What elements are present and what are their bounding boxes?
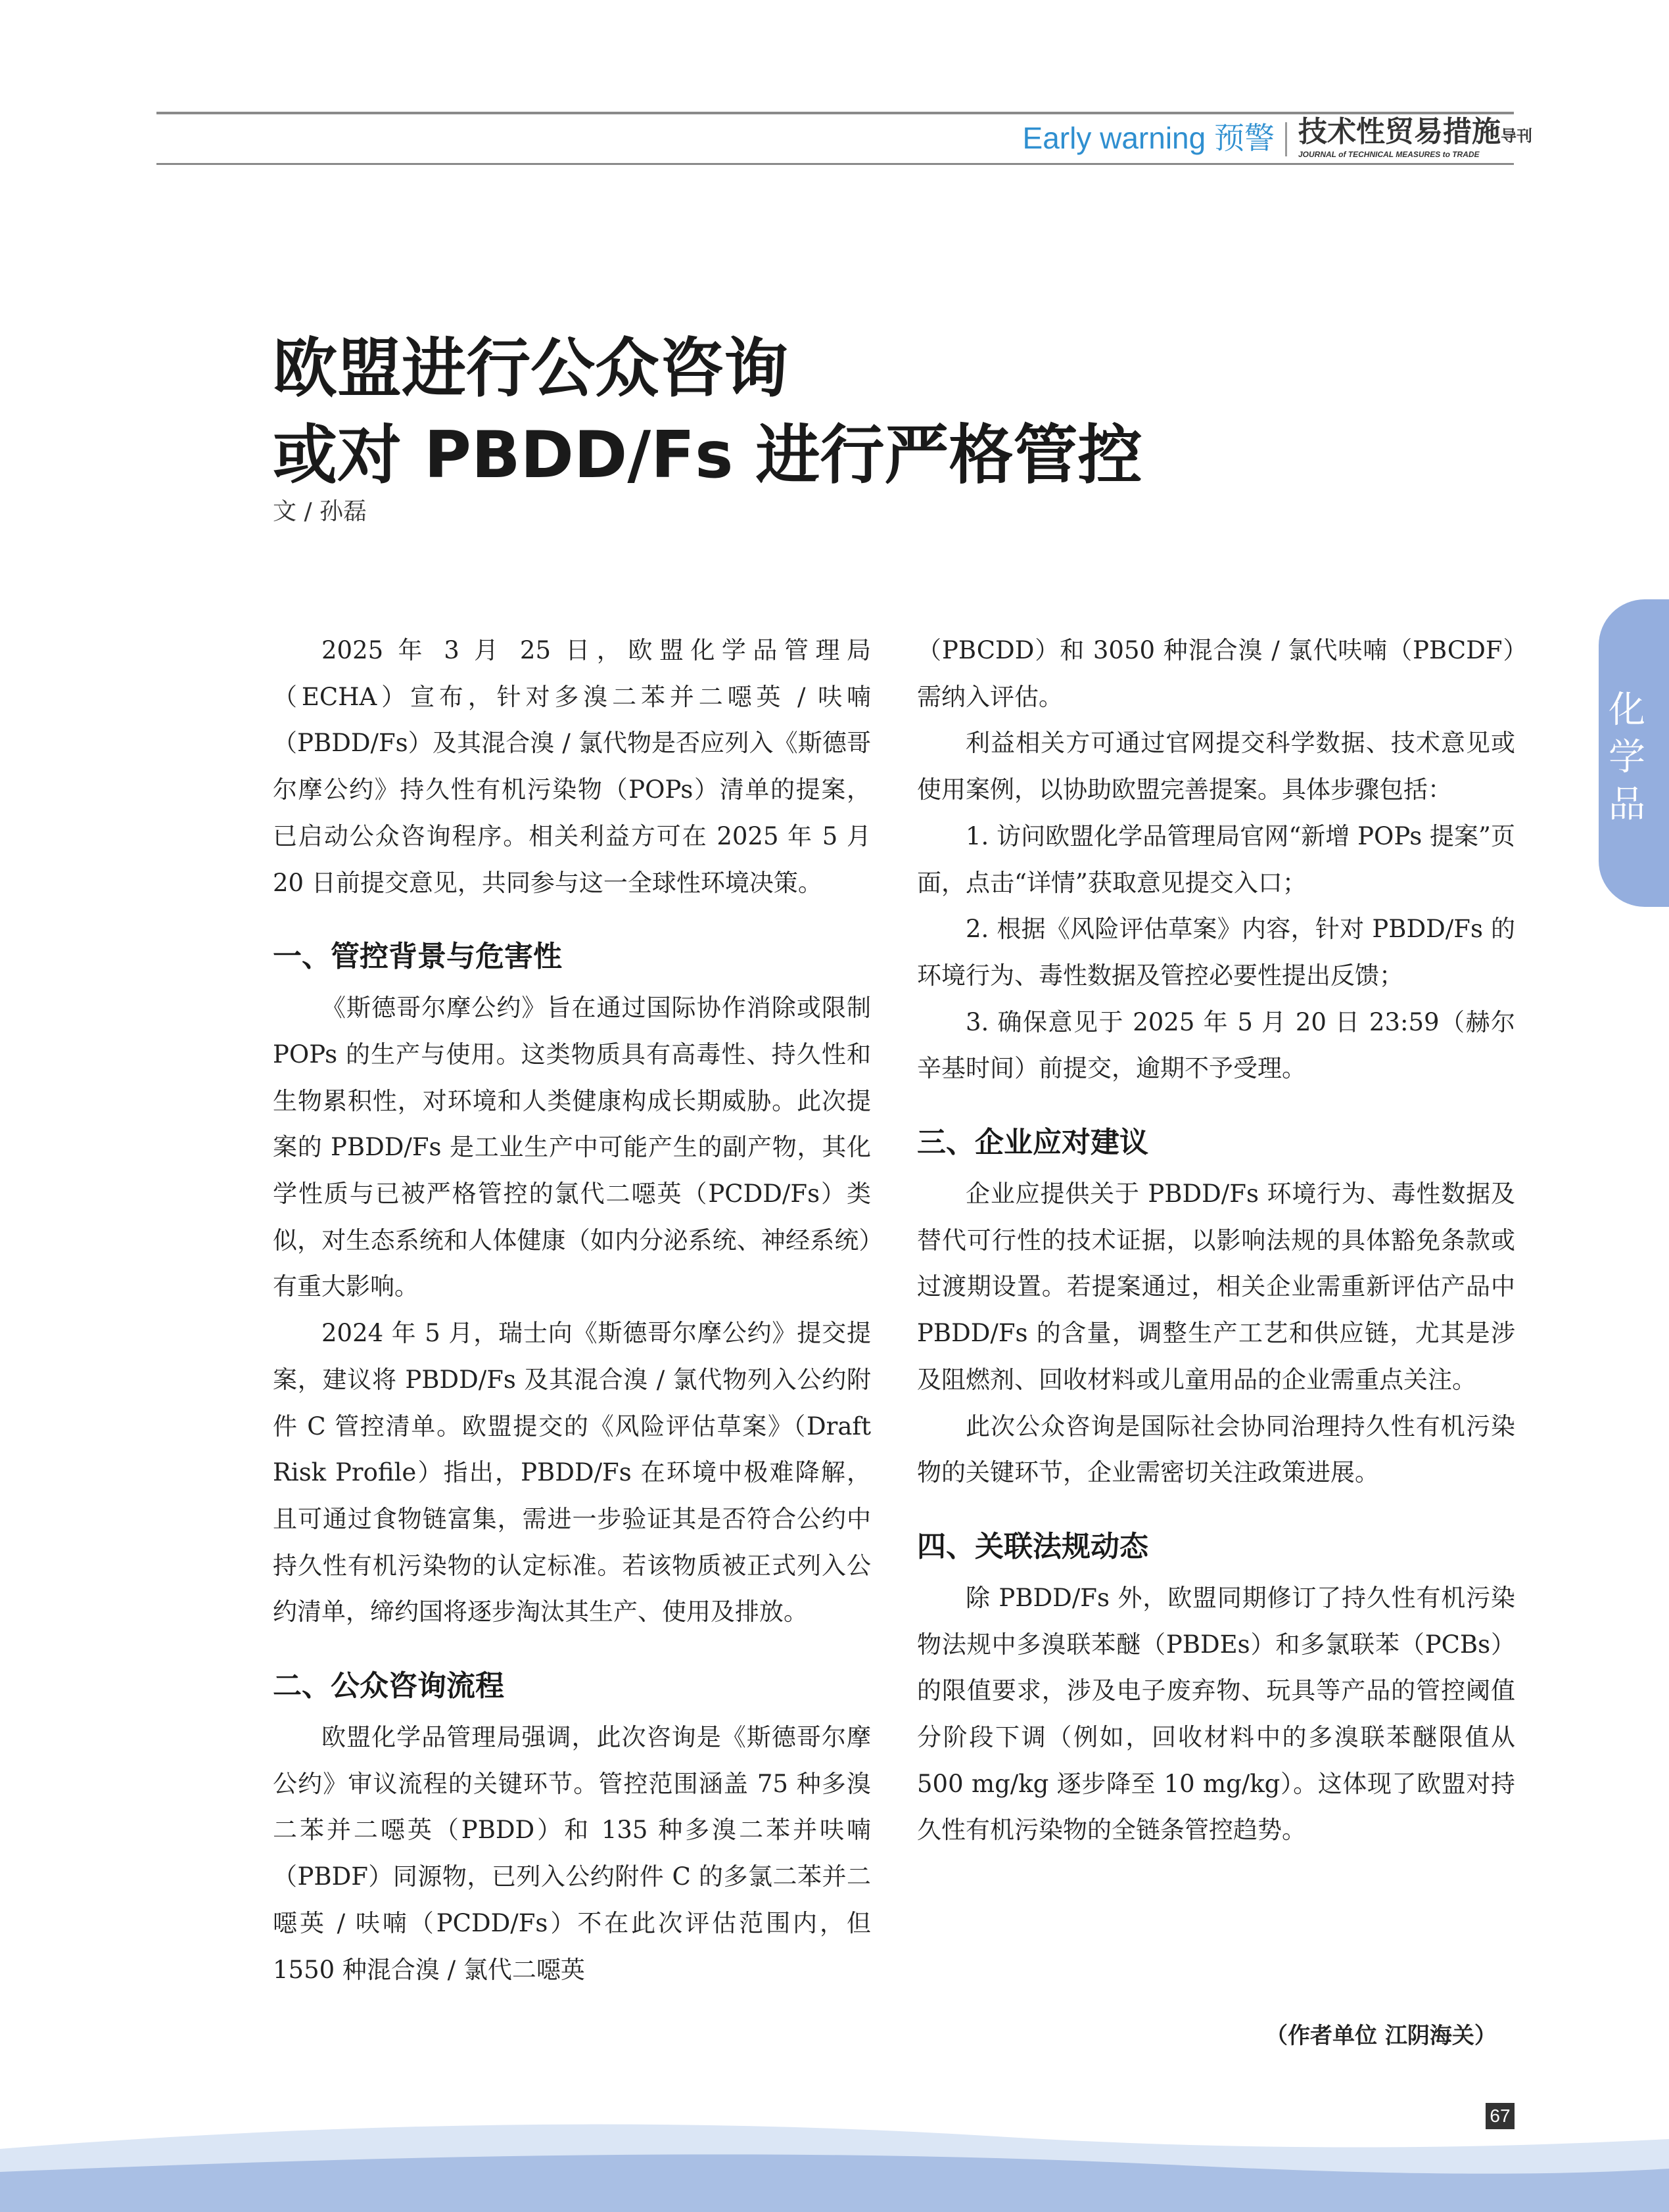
section-3-paragraph-1: 企业应提供关于 PBDD/Fs 环境行为、毒性数据及替代可行性的技术证据，以影响法规的具体豁免条款或过渡期设置。若提案通过，相关企业需重新评估产品中 PBDD/Fs 的含量，调整生产工艺和供应链，尤其是涉及阻燃剂、回收材料或儿童用品的企业需重点关注。 — [917, 1180, 1515, 1394]
section-4-paragraph-1: 除 PBDD/Fs 外，欧盟同期修订了持久性有机污染物法规中多溴联苯醚（PBDEs）和多氯联苯（PCBs）的限值要求，涉及电子废弃物、玩具等产品的管控阈值分阶段下调（例如，回收材料中的多溴联苯醚限值从 500 mg/kg 逐步降至 10 mg/kg）。这体现了欧盟对持久性有机污染物的全链条管控趋势。 — [917, 1583, 1515, 1845]
step-2: 2. 根据《风险评估草案》内容，针对 PBDD/Fs 的环境行为、毒性数据及管控必要性提出反馈； — [917, 915, 1515, 990]
journal-suffix: 导刊 — [1501, 127, 1532, 145]
header-separator — [1285, 122, 1287, 156]
section-3-heading: 三、企业应对建议 — [917, 1126, 1148, 1160]
right-column — [917, 628, 1515, 1854]
journal-english-name: JOURNAL of TECHNICAL MEASURES to TRADE — [1298, 150, 1480, 159]
section-4-heading: 四、关联法规动态 — [917, 1529, 1148, 1563]
intro-paragraph: 2025 年 3 月 25 日，欧盟化学品管理局（ECHA）宣布，针对多溴二苯并二噁英 / 呋喃（PBDD/Fs）及其混合溴 / 氯代物是否应列入《斯德哥尔摩公约》持久性有机污染物（POPs）清单的提案，已启动公众咨询程序。相关利益方可在 2025 年 5 月 20 日前提交意见，共同参与这一全球性环境决策。 — [273, 636, 871, 897]
page-number: 67 — [1486, 2103, 1515, 2129]
journal-name: 技术性贸易措施 — [1298, 116, 1501, 148]
author-affiliation: （作者单位 江阴海关） — [1265, 2023, 1497, 2049]
header-bottom-rule — [156, 163, 1514, 165]
left-column — [273, 628, 871, 1993]
category-side-tab-label: 化学品 — [1609, 689, 1645, 826]
section-2-paragraph-2: 利益相关方可通过官网提交科学数据、技术意见或使用案例，以协助欧盟完善提案。具体步骤包括： — [917, 729, 1515, 804]
section-2-heading: 二、公众咨询流程 — [273, 1669, 504, 1703]
footer-wave — [0, 2109, 1669, 2212]
section-3-paragraph-2: 此次公众咨询是国际社会协同治理持久性有机污染物的关键环节，企业需密切关注政策进展。 — [917, 1412, 1515, 1487]
section-1-paragraph-2: 2024 年 5 月，瑞士向《斯德哥尔摩公约》提交提案，建议将 PBDD/Fs 及其混合溴 / 氯代物列入公约附件 C 管控清单。欧盟提交的《风险评估草案》（Draft Risk Profile）指出，PBDD/Fs 在环境中极难降解，且可通过食物链富集，需进一步验证其是否符合公约中持久性有机污染物的认定标准。若该物质被正式列入公约清单，缔约国将逐步淘汰其生产、使用及排放。 — [273, 1319, 871, 1626]
section-1-heading: 一、管控背景与危害性 — [273, 940, 562, 974]
section-2-paragraph-1: 欧盟化学品管理局强调，此次咨询是《斯德哥尔摩公约》审议流程的关键环节。管控范围涵盖 75 种多溴二苯并二噁英（PBDD）和 135 种多溴二苯并呋喃（PBDF）同源物，已列入公约附件 C 的多氯二苯并二噁英 / 呋喃（PCDD/Fs）不在此次评估范围内，但 1550 种混合溴 / 氯代二噁英 — [273, 1723, 871, 1984]
article-title — [273, 325, 1142, 499]
step-1: 1. 访问欧盟化学品管理局官网“新增 POPs 提案”页面，点击“详情”获取意见提交入口； — [917, 821, 1515, 897]
section-label: Early warning 预警 — [1022, 121, 1275, 155]
title-line-2: 或对 PBDD/Fs 进行严格管控 — [273, 418, 1142, 493]
section-2-paragraph-1-continued: （PBCDD）和 3050 种混合溴 / 氯代呋喃（PBCDF）需纳入评估。 — [917, 636, 1515, 711]
step-3: 3. 确保意见于 2025 年 5 月 20 日 23:59（赫尔辛基时间）前提交，逾期不予受理。 — [917, 1007, 1515, 1083]
section-1-paragraph-1: 《斯德哥尔摩公约》旨在通过国际协作消除或限制 POPs 的生产与使用。这类物质具有高毒性、持久性和生物累积性，对环境和人类健康构成长期威胁。此次提案的 PBDD/Fs 是工业生产中可能产生的副产物，其化学性质与已被严格管控的氯代二噁英（PCDD/Fs）类似，对生态系统和人体健康（如内分泌系统、神经系统）有重大影响。 — [273, 994, 871, 1301]
header-top-rule — [156, 112, 1514, 114]
article-author: 文 / 孙磊 — [273, 498, 367, 525]
title-line-1: 欧盟进行公众咨询 — [273, 331, 789, 406]
journal-logo — [1298, 116, 1532, 153]
